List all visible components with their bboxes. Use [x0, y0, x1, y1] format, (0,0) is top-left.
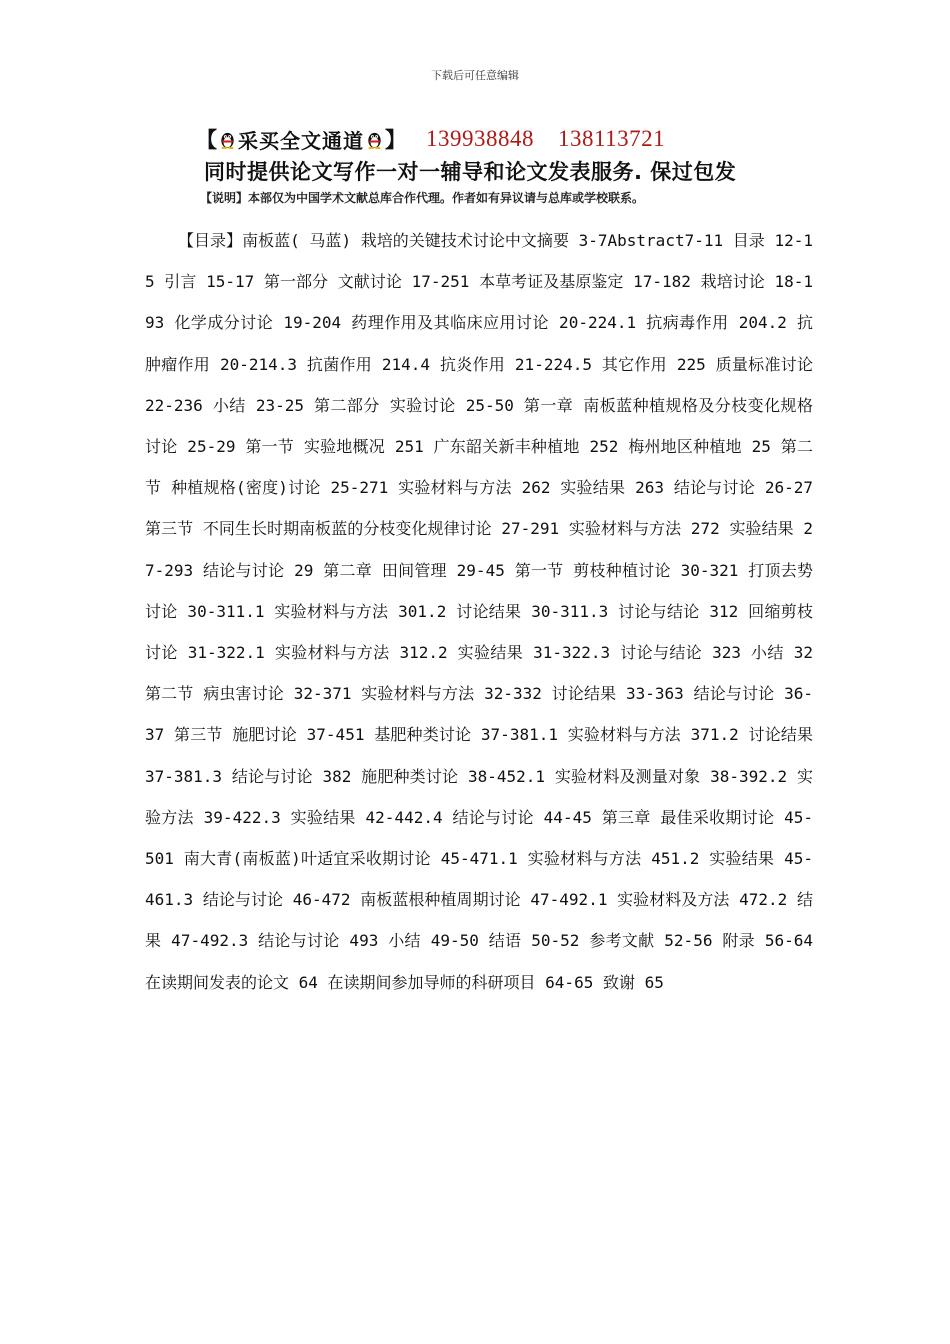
- promo-banner: [196, 124, 796, 206]
- banner-title: 采买全文通道: [238, 128, 364, 153]
- phone-number-1[interactable]: 139938848: [426, 126, 534, 151]
- phone-number-2[interactable]: 138113721: [558, 126, 666, 151]
- bracket-close: 】: [385, 128, 406, 152]
- banner-disclaimer: 【说明】本部仅为中国学术文献总库合作代理。作者如有异议请与总库或学校联系。: [200, 191, 645, 205]
- qq-penguin-icon: [218, 130, 237, 149]
- bracket-open: 【: [196, 128, 217, 152]
- table-of-contents-text: 【目录】南板蓝( 马蓝) 栽培的关键技术讨论中文摘要 3-7Abstract7-11 目录 12-15 引言 15-17 第一部分 文献讨论 17-251 本草考证及基原鉴定 17-182 栽培讨论 18-193 化学成分讨论 19-204 药理作用及其临床应用讨论 20-224.1 抗病毒作用 204.2 抗肿瘤作用 20-214.3 抗菌作用 214.4 抗炎作用 21-224.5 其它作用 225 质量标准讨论 22-236 小结 23-25 第二部分 实验讨论 25-50 第一章 南板蓝种植规格及分枝变化规格讨论 25-29 第一节 实验地概况 251 广东韶关新丰种植地 252 梅州地区种植地 25 第二节 种植规格(密度)讨论 25-271 实验材料与方法 262 实验结果 263 结论与讨论 26-27 第三节 不同生长时期南板蓝的分枝变化规律讨论 27-291 实验材料与方法 272 实验结果 27-293 结论与讨论 29 第二章 田间管理 29-45 第一节 剪枝种植讨论 30-321 打顶去势讨论 30-311.1 实验材料与方法 301.2 讨论结果 30-311.3 讨论与结论 312 回缩剪枝讨论 31-322.1 实验材料与方法 312.2 实验结果 31-322.3 讨论与结论 323 小结 32 第二节 病虫害讨论 32-371 实验材料与方法 32-332 讨论结果 33-363 结论与讨论 36-37 第三节 施肥讨论 37-451 基肥种类讨论 37-381.1 实验材料与方法 371.2 讨论结果 37-381.3 结论与讨论 382 施肥种类讨论 38-452.1 实验材料及测量对象 38-392.2 实验方法 39-422.3 实验结果 42-442.4 结论与讨论 44-45 第三章 最佳采收期讨论 45-501 南大青(南板蓝)叶适宜采收期讨论 45-471.1 实验材料与方法 451.2 实验结果 45-461.3 结论与讨论 46-472 南板蓝根种植周期讨论 47-492.1 实验材料及方法 472.2 结果 47-492.3 结论与讨论 493 小结 49-50 结语 50-52 参考文献 52-56 附录 56-64 在读期间发表的论文 64 在读期间参加导师的科研项目 64-65 致谢 65: [145, 231, 813, 992]
- banner-service-line: 同时提供论文写作一对一辅导和论文发表服务. 保过包发: [204, 160, 737, 184]
- page-header-note: 下载后可任意编辑: [431, 69, 519, 82]
- banner-title-row: [196, 124, 796, 154]
- qq-penguin-icon: [365, 130, 384, 149]
